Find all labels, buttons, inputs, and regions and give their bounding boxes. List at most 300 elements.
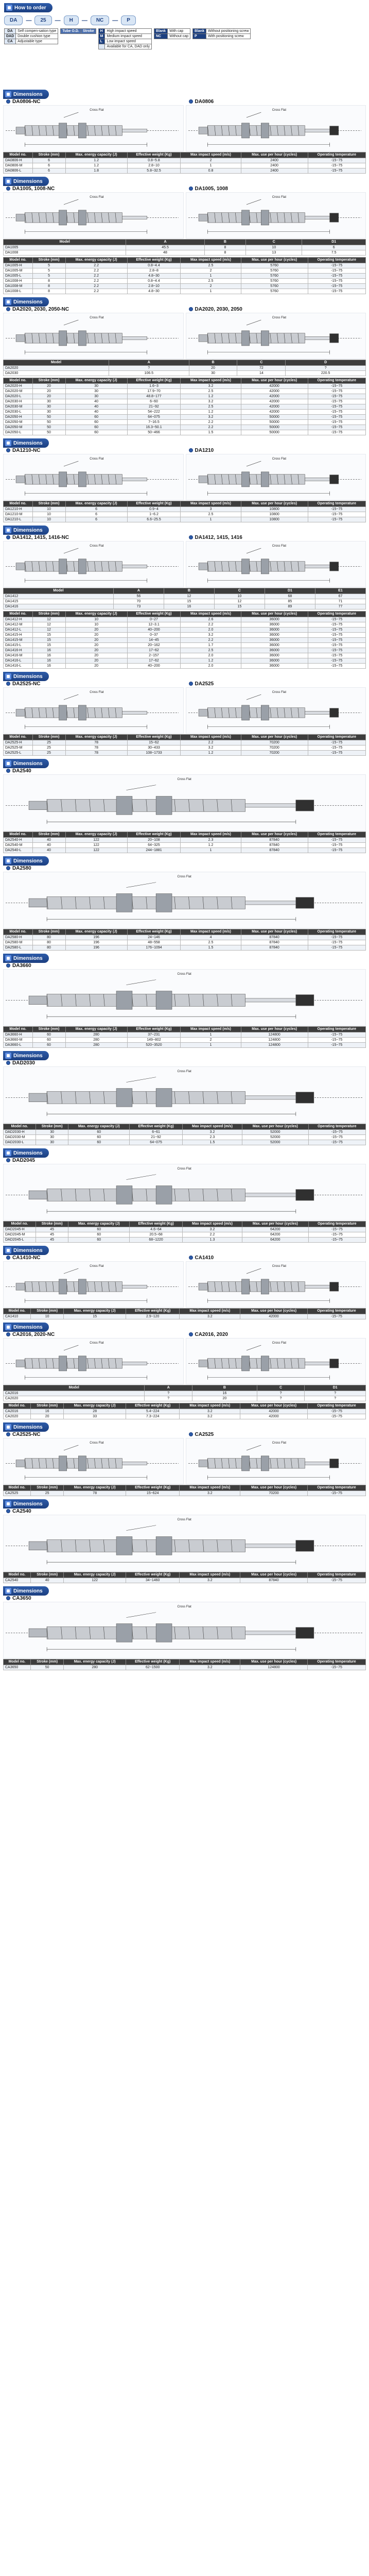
- spec-cell: -15~75: [308, 404, 366, 410]
- spec-cell: 60: [65, 420, 127, 425]
- table-row: [4, 284, 366, 289]
- spec-cell: DA2050-M: [4, 425, 33, 430]
- spec-cell: -15~75: [307, 1491, 365, 1496]
- end-plug: [16, 127, 25, 134]
- model-title-text: DA2580: [12, 865, 31, 871]
- spec-col-header: Model no.: [4, 258, 33, 263]
- spec-cell: 16: [30, 1409, 63, 1414]
- spec-table: [3, 1485, 366, 1496]
- technical-drawing: [3, 192, 184, 239]
- spec-cell: 30: [36, 1135, 68, 1140]
- spec-col-header: Stroke (mm): [30, 1309, 63, 1314]
- spec-cell: 40: [32, 838, 65, 843]
- dimensions-header: [3, 1051, 369, 1058]
- end-plug: [29, 1093, 47, 1102]
- spec-cell: -15~75: [308, 279, 366, 284]
- dim-col-header: D1: [305, 1385, 366, 1391]
- spec-cell: 1.5: [182, 1140, 242, 1145]
- cross-flat-callout: Cross Flat: [272, 1442, 287, 1445]
- spec-cell: 60: [65, 415, 127, 420]
- stopper-cap: [296, 897, 314, 908]
- end-plug: [199, 1360, 207, 1367]
- bullet-icon: [6, 99, 10, 104]
- section-11: [0, 1246, 369, 1320]
- section-3: [0, 438, 369, 523]
- table-row: [4, 399, 366, 404]
- spec-cell: 5760: [241, 274, 308, 279]
- spec-cell: 17~62: [127, 648, 181, 653]
- spec-cell: 2.3: [182, 1135, 242, 1140]
- lock-nut: [116, 894, 132, 912]
- dimensions-header: [3, 954, 369, 961]
- spec-cell: 2.5: [181, 279, 241, 284]
- dim-col-header: A: [113, 588, 164, 594]
- spec-cell: 42000: [240, 1414, 308, 1419]
- section-12: [0, 1323, 369, 1420]
- stopper-cap: [329, 1359, 338, 1368]
- drawing-column: [3, 767, 366, 831]
- spec-cell: 3.2: [180, 1314, 240, 1319]
- spec-cell: DA2580-L: [4, 945, 33, 951]
- spec-cell: 42000: [240, 1314, 308, 1319]
- spec-cell: 196: [65, 935, 127, 940]
- drawings: [0, 1595, 369, 1658]
- technical-drawing: [186, 541, 366, 587]
- spec-cell: -15~75: [308, 507, 366, 512]
- cross-flat-callout: Cross Flat: [177, 875, 191, 878]
- table-row: [4, 945, 366, 951]
- dimensions-label: Dimensions: [13, 955, 43, 961]
- model-title-text: CA3650: [12, 1595, 31, 1601]
- spec-col-header: Model no.: [4, 378, 33, 384]
- spec-cell: DA1008-L: [4, 289, 33, 294]
- spec-col-header: Model no.: [4, 929, 33, 935]
- model-title-text: CA1410-NC: [12, 1255, 41, 1261]
- leader-line: [64, 112, 78, 117]
- spec-cell: 17~62: [127, 658, 181, 664]
- spec-cell: 25: [32, 740, 65, 745]
- spec-col-header: Max impact speed (m/s): [180, 1485, 240, 1491]
- cross-flat-callout: Cross Flat: [177, 973, 191, 976]
- spec-cell: CA2540: [4, 1578, 31, 1583]
- spec-cell: 10800: [241, 507, 308, 512]
- spec-table: [3, 929, 366, 951]
- spec-cell: 78: [65, 745, 127, 751]
- model-title: [3, 962, 366, 969]
- technical-drawing: [3, 872, 366, 928]
- drawings: [0, 1157, 369, 1221]
- spec-cell: 5: [32, 274, 65, 279]
- piston-rod: [122, 129, 147, 132]
- spec-cell: 36000: [241, 628, 308, 633]
- model-title-text: DAD2030: [12, 1060, 35, 1066]
- section-icon: [5, 1247, 11, 1253]
- cross-flat-callout: Cross Flat: [177, 1070, 191, 1073]
- spec-col-header: Effective weight (Kg): [127, 929, 181, 935]
- piston-rod: [305, 1285, 329, 1288]
- table-row: [4, 263, 366, 268]
- bullet-icon: [189, 187, 193, 191]
- absorber-drawing: [4, 775, 364, 831]
- lock-nut: [59, 559, 67, 574]
- dim-col-header: Model: [4, 1385, 145, 1391]
- spec-table-wrap: [0, 1571, 369, 1584]
- spec-cell: 176~1094: [127, 945, 181, 951]
- spec-cell: 2.5: [181, 404, 241, 410]
- dim-cell: 72: [237, 366, 286, 371]
- spec-cell: 2.2: [182, 1232, 242, 1238]
- spec-table-wrap: [0, 1402, 369, 1420]
- spec-cell: DA2580-M: [4, 940, 33, 945]
- spec-table-wrap: [0, 928, 369, 952]
- technical-drawing: [186, 1438, 366, 1484]
- spec-cell: -15~75: [308, 622, 366, 628]
- cross-flat-callout: Cross Flat: [90, 109, 104, 112]
- spec-cell: 40~200: [127, 628, 181, 633]
- spec-col-header: Effective weight (Kg): [127, 258, 181, 263]
- spec-cell: 42000: [240, 1409, 308, 1414]
- spec-cell: 20: [65, 633, 127, 638]
- spec-cell: -15~75: [308, 1032, 366, 1038]
- spec-cell: 196: [65, 940, 127, 945]
- model-title-text: DA1210-NC: [12, 447, 41, 453]
- spec-col-header: Max impact speed (m/s): [180, 1659, 240, 1665]
- spec-cell: 8: [32, 289, 65, 294]
- absorber-drawing: [186, 313, 363, 359]
- dim-cell: CA2020: [4, 1396, 145, 1401]
- spec-cell: 42000: [241, 399, 308, 404]
- spec-col-header: Operating temperature: [308, 1027, 366, 1032]
- spec-cell: -15~75: [308, 648, 366, 653]
- code-series: DA: [4, 15, 23, 25]
- model-title-text: DA2020, 2030, 2050: [195, 306, 242, 312]
- spec-cell: 2.5: [181, 512, 241, 517]
- spec-col-header: Max impact speed (m/s): [180, 1309, 240, 1314]
- spec-cell: DA0806-M: [4, 163, 33, 168]
- spec-col-header: Effective weight (Kg): [127, 832, 181, 838]
- spec-cell: CA2525: [4, 1491, 31, 1496]
- spec-col-header: Operating temperature: [308, 1124, 365, 1130]
- spec-cell: 25: [32, 745, 65, 751]
- technical-drawing: [3, 105, 184, 151]
- drawings: [0, 1507, 369, 1571]
- stopper-cap: [296, 995, 314, 1006]
- spec-col-header: Effective weight (Kg): [126, 1309, 180, 1314]
- spec-col-header: Max impact speed (m/s): [181, 832, 241, 838]
- spec-cell: 280: [65, 1038, 127, 1043]
- section-7: [0, 856, 369, 952]
- model-title: [3, 865, 366, 872]
- spec-cell: 16: [32, 658, 65, 664]
- spec-cell: DA1005-M: [4, 268, 33, 274]
- end-plug: [199, 335, 207, 342]
- model-title-text: DA2525-NC: [12, 681, 41, 687]
- spec-cell: 45: [36, 1238, 68, 1243]
- lock-nut: [241, 123, 249, 138]
- spec-cell: 42000: [241, 404, 308, 410]
- technical-drawing: [3, 1164, 366, 1221]
- spec-cell: 33: [64, 1414, 126, 1419]
- table-row: [4, 633, 366, 638]
- spec-cell: 40~200: [127, 664, 181, 669]
- order-code: DA — 25 — H — NC — P: [4, 15, 365, 25]
- absorber-drawing: [4, 1164, 364, 1220]
- spec-cell: -15~75: [308, 1238, 365, 1243]
- spec-cell: 15~624: [126, 1491, 180, 1496]
- spec-cell: -15~75: [308, 384, 366, 389]
- spec-cell: 52000: [242, 1130, 309, 1135]
- dim-cell: DA1412: [4, 594, 114, 599]
- dim-cell: 8: [204, 245, 246, 250]
- lock-nut: [116, 1089, 132, 1107]
- table-row: [4, 268, 366, 274]
- spec-col-header: Max. energy capacity (J): [64, 1403, 126, 1409]
- spec-col-header: Max. energy capacity (J): [64, 1659, 126, 1665]
- stopper-cap: [329, 334, 338, 343]
- stopper-cap: [296, 1628, 314, 1638]
- spec-col-header: Max impact speed (m/s): [181, 258, 241, 263]
- spec-col-header: Max. energy capacity (J): [68, 1222, 130, 1227]
- dim-col-header: B: [164, 588, 214, 594]
- table-row: [4, 1227, 366, 1232]
- spec-cell: 37~231: [127, 1032, 181, 1038]
- spec-cell: 20: [32, 389, 65, 394]
- absorber-drawing: [186, 106, 363, 151]
- spec-col-header: Max. energy capacity (J): [65, 501, 127, 507]
- spec-cell: 2.2: [65, 279, 127, 284]
- spec-cell: 87840: [240, 1578, 308, 1583]
- spec-col-header: Max. use per hour (cycles): [240, 1485, 308, 1491]
- lock-nut: [261, 1279, 269, 1294]
- lock-nut: [261, 210, 269, 225]
- dimensions-label: Dimensions: [13, 858, 43, 864]
- spec-col-header: Effective weight (Kg): [127, 152, 181, 158]
- spec-cell: DA1210-L: [4, 517, 33, 522]
- cross-flat-callout: Cross Flat: [272, 1342, 287, 1345]
- spec-col-header: Effective weight (Kg): [127, 501, 181, 507]
- spec-col-header: Stroke (mm): [32, 152, 65, 158]
- spec-cell: DA1416-H: [4, 648, 33, 653]
- spec-cell: 60: [68, 1227, 130, 1232]
- table-row: [4, 1578, 366, 1583]
- section-icon: [5, 91, 11, 97]
- table-row: [4, 163, 366, 168]
- spec-cell: 36000: [241, 648, 308, 653]
- spec-cell: 1.2: [181, 410, 241, 415]
- spec-cell: 6: [32, 168, 65, 174]
- spec-table-wrap: [0, 1221, 369, 1244]
- spec-cell: 12: [32, 622, 65, 628]
- spec-cell: 6: [32, 163, 65, 168]
- spec-cell: 12: [32, 628, 65, 633]
- dim-cell: 8: [204, 250, 246, 256]
- dimensions-header: [3, 1148, 369, 1156]
- spec-cell: 42000: [241, 389, 308, 394]
- spec-col-header: Effective weight (Kg): [126, 1659, 180, 1665]
- model-title: [3, 767, 366, 774]
- spec-cell: 3.2: [180, 1409, 240, 1414]
- spec-cell: DA2030-H: [4, 399, 33, 404]
- spec-table-wrap: [0, 500, 369, 523]
- model-title: [186, 1331, 366, 1338]
- piston-rod: [122, 216, 147, 219]
- cross-flat-callout: Cross Flat: [272, 457, 287, 461]
- piston-rod: [245, 1631, 296, 1635]
- spec-cell: 50000: [241, 425, 308, 430]
- dim-cell: 16: [164, 604, 214, 609]
- spec-col-header: Stroke (mm): [36, 1124, 68, 1130]
- dim-row: [4, 250, 366, 256]
- dimensions-band: [3, 1148, 49, 1158]
- spec-cell: 10: [32, 512, 65, 517]
- spec-cell: 2.9~120: [126, 1314, 180, 1319]
- spec-col-header: Operating temperature: [307, 1403, 365, 1409]
- spec-cell: 5.4~224: [126, 1409, 180, 1414]
- section-0: [0, 90, 369, 175]
- spec-cell: DA0806-H: [4, 158, 33, 163]
- dim-cell: ?: [257, 1396, 305, 1401]
- model-title: [3, 1254, 184, 1261]
- dimensions-header: [3, 90, 369, 97]
- spec-cell: 20: [65, 638, 127, 643]
- table-row: [4, 1140, 366, 1145]
- leader-line: [64, 461, 78, 466]
- spec-cell: 5760: [241, 263, 308, 268]
- technical-drawing: [3, 1602, 366, 1658]
- cross-flat-callout: Cross Flat: [272, 196, 287, 199]
- model-title: [186, 1431, 366, 1438]
- model-title-text: DA1210: [195, 447, 214, 453]
- spec-cell: 20.5~68: [130, 1232, 183, 1238]
- drawing-column: [3, 1595, 366, 1658]
- code-size: 25: [34, 15, 51, 25]
- spec-cell: -15~75: [308, 168, 366, 174]
- model-title: [186, 680, 366, 687]
- spec-cell: -15~75: [308, 740, 366, 745]
- dim-cell: 30: [189, 371, 237, 376]
- spec-col-header: Operating temperature: [308, 152, 366, 158]
- absorber-drawing: [4, 193, 181, 238]
- dim-cell: 106.5: [109, 371, 189, 376]
- end-plug: [16, 335, 25, 342]
- spec-cell: -15~75: [308, 838, 366, 843]
- spec-cell: 30: [65, 389, 127, 394]
- section-10: [0, 1148, 369, 1244]
- spec-cell: DA1210-M: [4, 512, 33, 517]
- spec-cell: 36000: [241, 653, 308, 658]
- dimension-table: [3, 588, 366, 609]
- spec-table: [3, 611, 366, 669]
- spec-cell: 2400: [241, 163, 308, 168]
- spec-col-header: Max. use per hour (cycles): [241, 258, 308, 263]
- bullet-icon: [6, 448, 10, 452]
- bullet-icon: [6, 682, 10, 686]
- spec-cell: -15~75: [308, 945, 366, 951]
- spec-cell: 15: [64, 1314, 126, 1319]
- lock-nut: [59, 123, 67, 138]
- lock-nut: [59, 472, 67, 487]
- lock-nut: [156, 796, 172, 815]
- code-screw: P: [121, 15, 136, 25]
- spec-cell: 7~16.5: [127, 420, 181, 425]
- dimensions-header: [3, 1499, 369, 1506]
- leader-line: [64, 320, 78, 325]
- drawings: [0, 1331, 369, 1384]
- spec-col-header: Operating temperature: [308, 378, 366, 384]
- spec-cell: 10: [30, 1314, 63, 1319]
- spec-col-header: Effective weight (Kg): [130, 1222, 183, 1227]
- lock-nut: [59, 705, 67, 720]
- cross-flat-callout: Cross Flat: [177, 778, 191, 781]
- drawing-column: [3, 680, 184, 734]
- spec-cell: 36000: [241, 633, 308, 638]
- spec-cell: 2.6: [181, 617, 241, 622]
- dimensions-label: Dimensions: [13, 1324, 43, 1330]
- cross-flat-callout: Cross Flat: [272, 1265, 287, 1268]
- leader-line: [126, 1077, 156, 1082]
- table-row: [4, 622, 366, 628]
- model-title: [3, 98, 184, 105]
- absorber-drawing: [4, 1602, 364, 1658]
- absorber-drawing: [186, 193, 363, 238]
- spec-cell: CA3650: [4, 1665, 31, 1670]
- spec-cell: -15~75: [308, 1038, 366, 1043]
- spec-cell: 3.2: [180, 1665, 240, 1670]
- lock-nut: [116, 991, 132, 1010]
- table-row: [4, 745, 366, 751]
- section-icon: [5, 1424, 11, 1430]
- spec-cell: 20: [32, 394, 65, 399]
- spec-cell: 60: [68, 1238, 130, 1243]
- spec-cell: -15~75: [308, 848, 366, 853]
- spec-cell: 60: [65, 425, 127, 430]
- drawing-column: [3, 1157, 366, 1221]
- spec-cell: DA2540-M: [4, 843, 33, 848]
- spec-cell: 30: [32, 404, 65, 410]
- leader-line: [64, 694, 78, 700]
- leader-line: [64, 199, 78, 205]
- spec-cell: 149~802: [127, 1038, 181, 1043]
- spec-table: [3, 257, 366, 294]
- cross-flat-callout: Cross Flat: [90, 1342, 104, 1345]
- end-plug: [199, 709, 207, 717]
- drawing-column: [186, 185, 366, 239]
- spec-cell: -15~75: [308, 425, 366, 430]
- dimensions-label: Dimensions: [13, 527, 43, 533]
- dim-cell: DA1005: [4, 245, 126, 250]
- technical-drawing: [3, 1338, 184, 1384]
- bullet-icon: [6, 866, 10, 870]
- table-row: [4, 279, 366, 284]
- spec-cell: 30~433: [127, 745, 181, 751]
- dim-cell: DA1008: [4, 250, 126, 256]
- table-row: [4, 404, 366, 410]
- spec-cell: 122: [65, 848, 127, 853]
- speed-legend: H High impact speed M Medium impact speed L Low impact speed Available for CA, DAD only: [98, 28, 152, 49]
- spec-cell: 122: [65, 838, 127, 843]
- table-row: [4, 517, 366, 522]
- bullet-icon: [6, 1332, 10, 1336]
- spec-cell: DA2540-L: [4, 848, 33, 853]
- dim-cell: 10: [214, 594, 265, 599]
- spec-cell: 3: [181, 507, 241, 512]
- table-row: [4, 1130, 366, 1135]
- table-row: [4, 1232, 366, 1238]
- dim-cell: DA2020: [4, 366, 109, 371]
- spec-col-header: Max. energy capacity (J): [68, 1124, 130, 1130]
- dim-cell: 15: [214, 604, 265, 609]
- drawing-column: [3, 1507, 366, 1571]
